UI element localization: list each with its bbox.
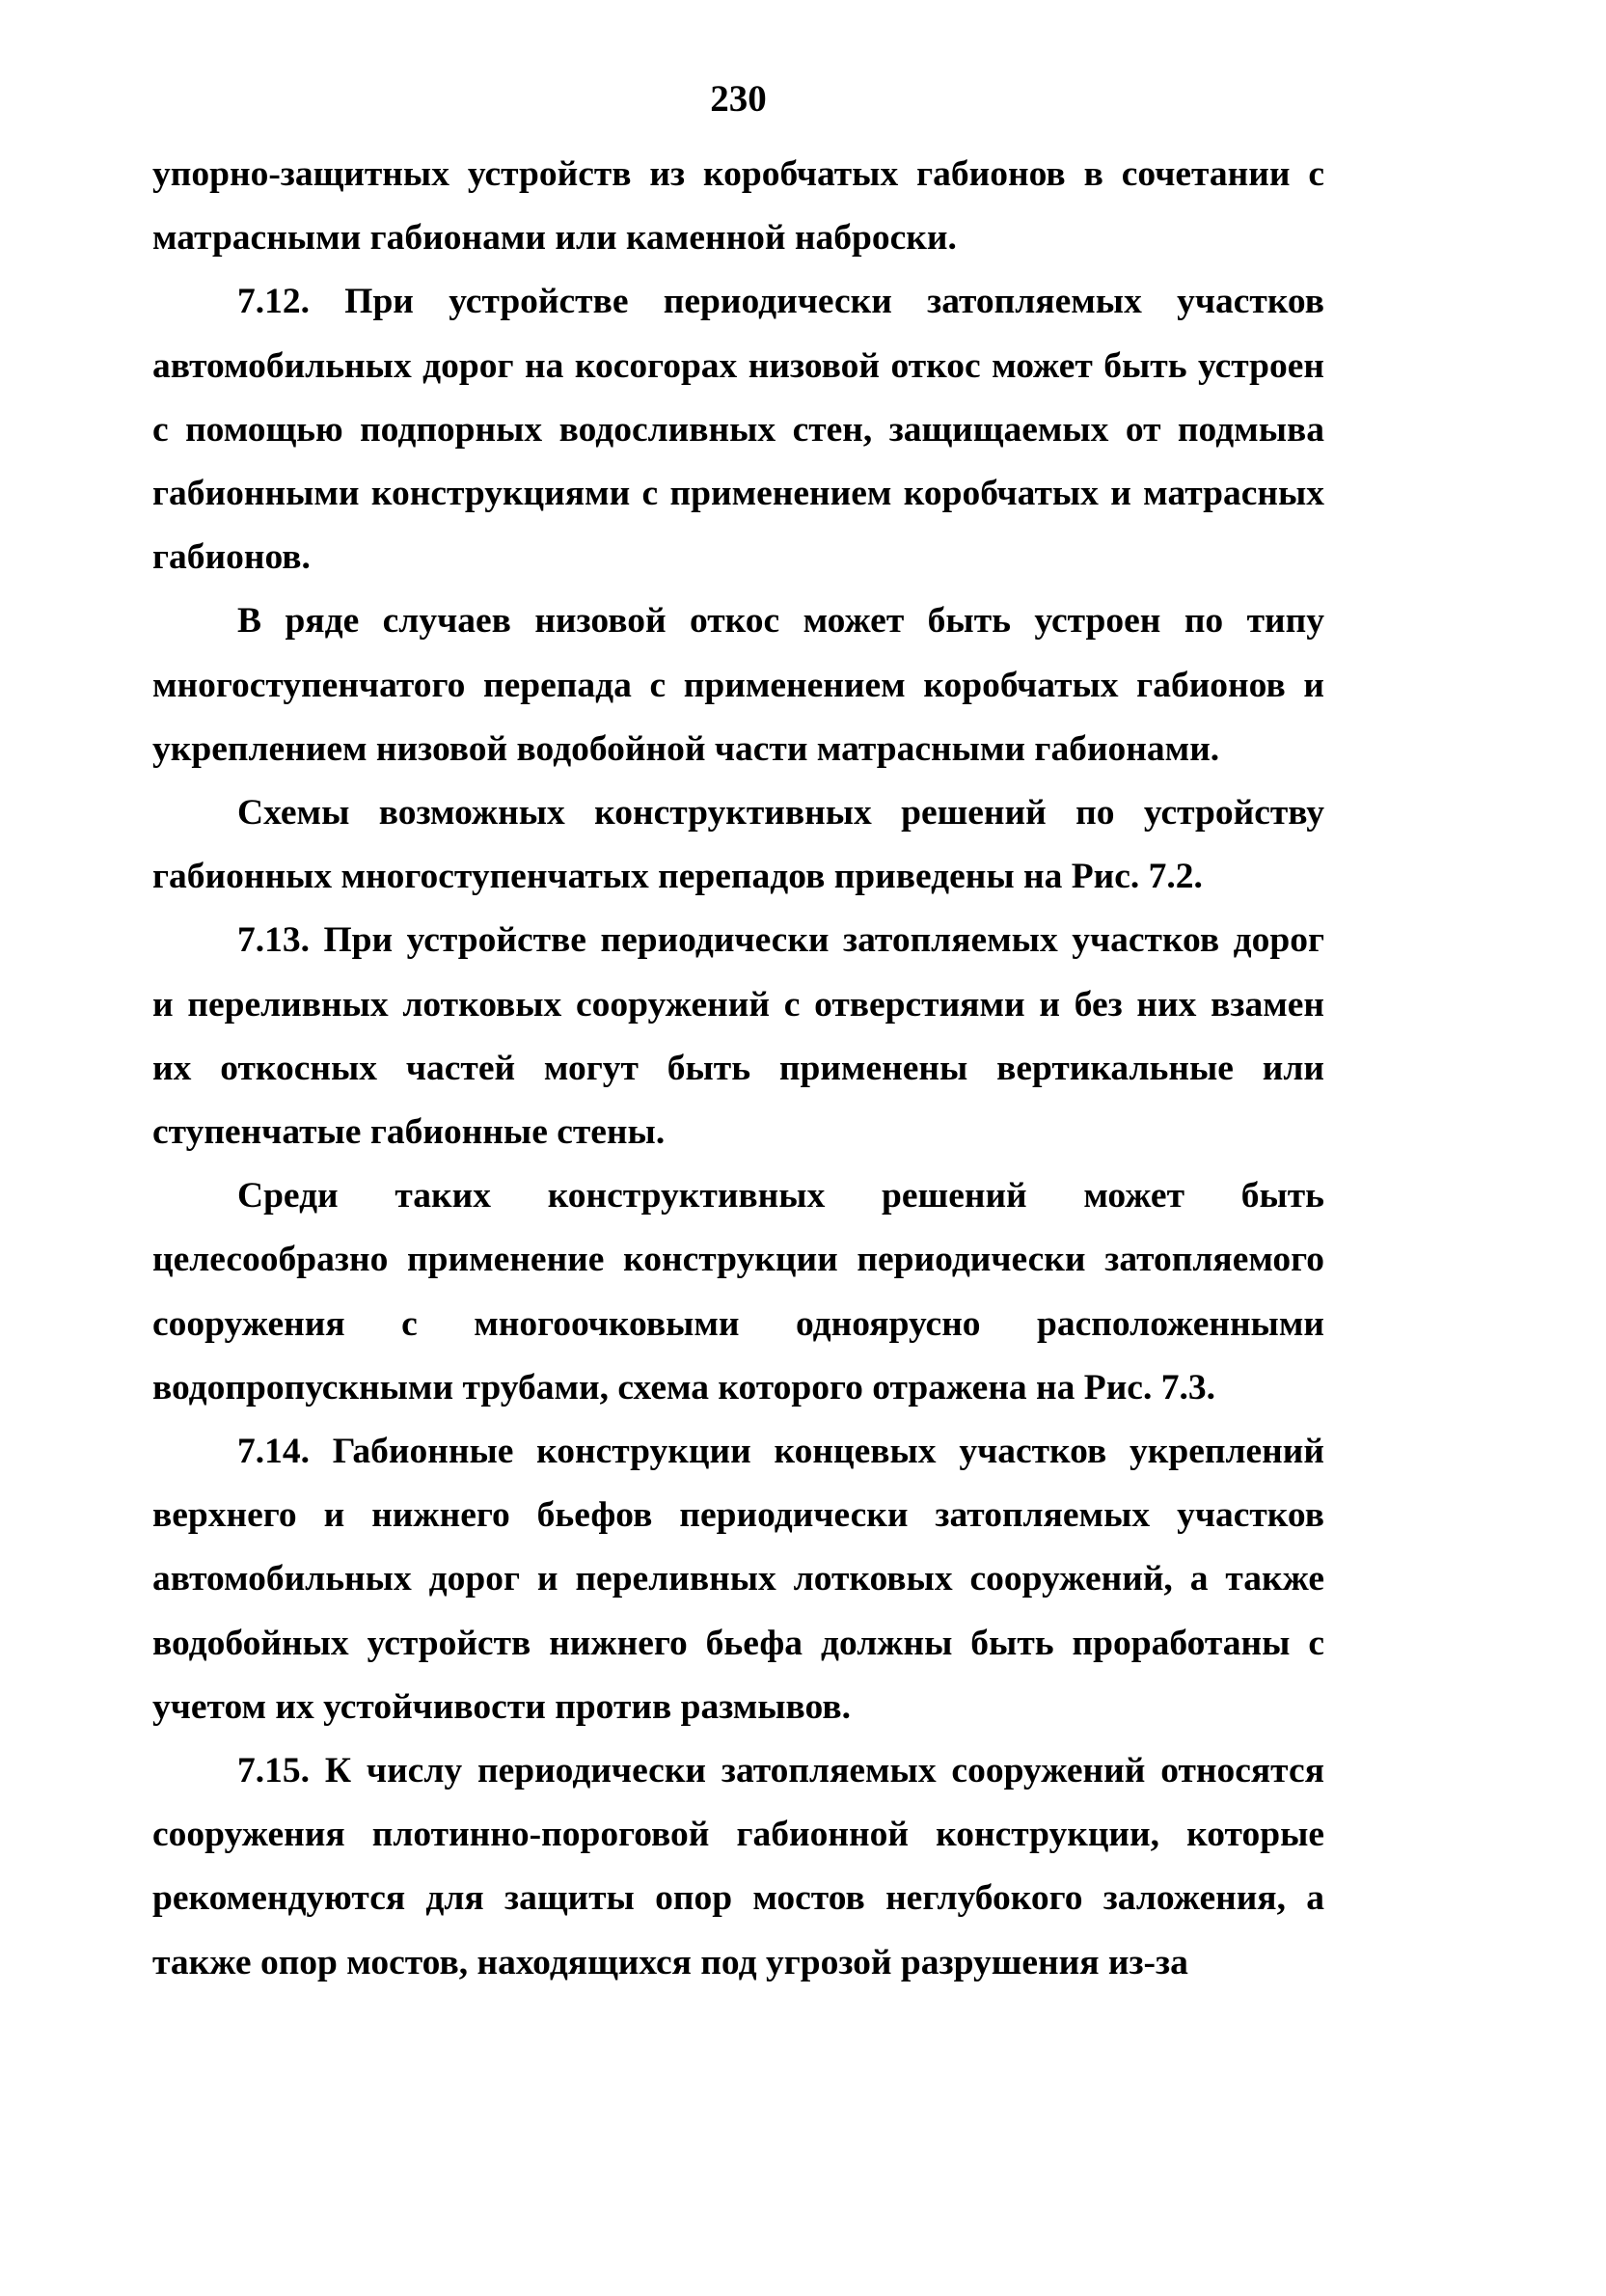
paragraph-schemes-fig-7-2: Схемы возможных конструктивных решений по устройству габионных многоступенчатых перепадов приведены на Рис. 7.2. (152, 793, 1324, 897)
paragraph-7-15: 7.15. К числу периодически затопляемых сооружений относятся сооружения плотинно-пороговой габионной конструкции, которые рекомендуются для защиты опор мостов неглубокого заложения, а также опор мостов, находящихся под угрозой разрушения из-за (152, 1751, 1324, 1982)
page-number: 230 (710, 78, 767, 120)
paragraph-7-14: 7.14. Габионные конструкции концевых участков укреплений верхнего и нижнего бьефов периодически затопляемых участков автомобильных дорог и переливных лотковых сооружений, а также водобойных устройств нижнего бьефа должны быть проработаны с учетом их устойчивости против размывов. (152, 1432, 1324, 1727)
paragraph-fig-7-3: Среди таких конструктивных решений может быть целесообразно применение конструкции периодически затопляемого сооружения с многоочковыми одноярусно расположенными водопропускными трубами, схема которого отражена на Рис. 7.3. (152, 1176, 1324, 1408)
document-page (152, 75, 1324, 1995)
paragraph-7-13: 7.13. При устройстве периодически затопляемых участков дорог и переливных лотковых сооружений с отверстиями и без них взамен их откосных частей могут быть применены вертикальные или ступенчатые габионные стены. (152, 920, 1324, 1153)
paragraph-7-12: 7.12. При устройстве периодически затопляемых участков автомобильных дорог на косогорах низовой откос может быть устроен с помощью подпорных водосливных стен, защищаемых от подмыва габионными конструкциями с применением коробчатых и матрасных габионов. (152, 282, 1324, 578)
paragraph-lower-slope: В ряде случаев низовой откос может быть устроен по типу многоступенчатого перепада с применением коробчатых габионов и укреплением низовой водобойной части матрасными габионами. (152, 601, 1324, 769)
paragraph-continuation: упорно-защитных устройств из коробчатых габионов в сочетании с матрасными габионами или каменной наброски. (152, 154, 1324, 259)
